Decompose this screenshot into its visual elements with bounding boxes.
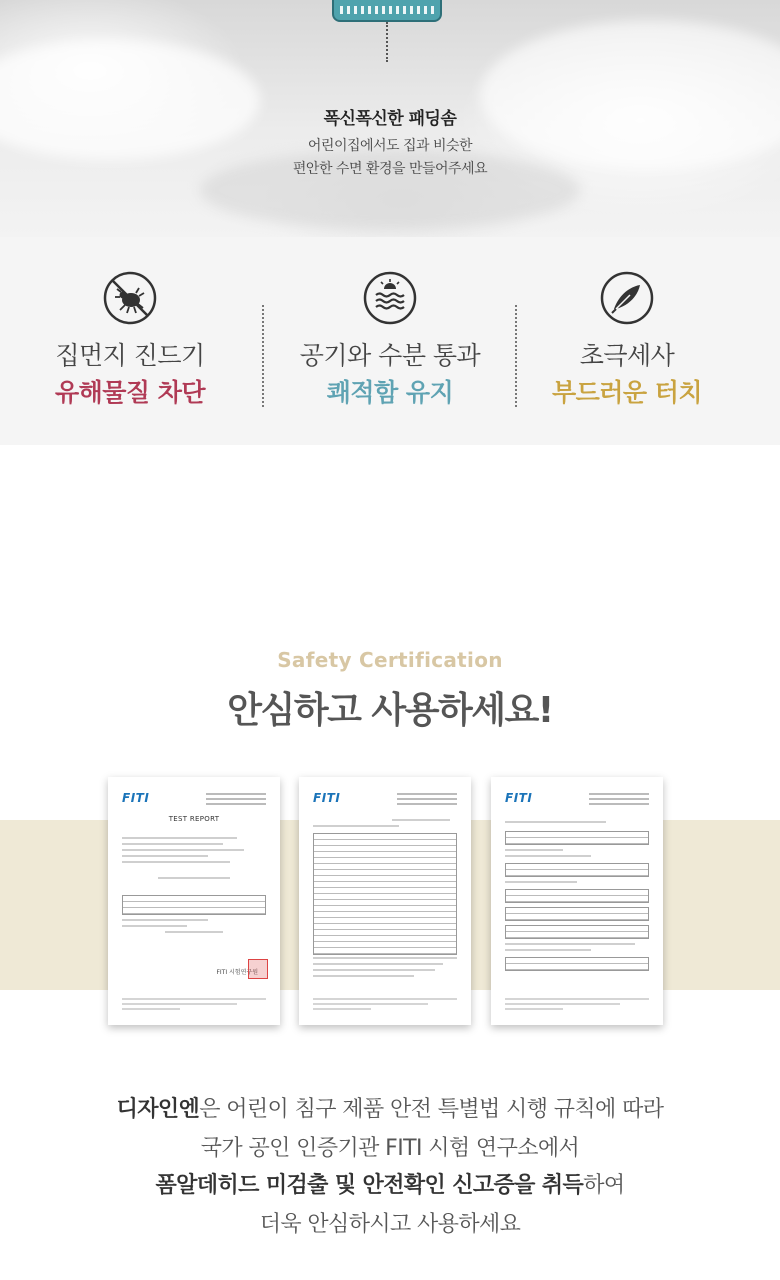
certificate-document-3 — [491, 777, 663, 1025]
air-moisture-icon — [363, 271, 417, 325]
feature-highlight: 유해물질 차단 — [54, 378, 206, 407]
hero-section — [0, 0, 780, 237]
certificate-document-1 — [108, 777, 280, 1025]
feature-title: 초극세사 — [579, 341, 675, 370]
feature-soft-touch — [497, 237, 757, 445]
feature-title: 집먼지 진드기 — [55, 341, 205, 370]
hero-subtitle-line1: 어린이집에서도 집과 비슷한 — [307, 138, 473, 154]
fiti-logo: FITI — [505, 791, 533, 805]
fiti-logo: FITI — [122, 791, 150, 805]
label-tag-image — [332, 0, 442, 22]
closing-text: 하여 — [583, 1173, 625, 1198]
certificate-document-2 — [299, 777, 471, 1025]
tag-thread — [386, 22, 388, 62]
closing-text: 은 어린이 침구 제품 안전 특별법 시행 규칙에 따라 — [199, 1097, 664, 1122]
hero-subtitle-line2: 편안한 수면 환경을 만들어주세요 — [292, 161, 488, 177]
fiti-signature: FITI 시험연구원 — [216, 969, 258, 976]
closing-emphasis: 폼알데히드 미검출 및 안전확인 신고증을 취득 — [155, 1173, 584, 1198]
official-stamp — [248, 959, 268, 979]
hero-title: 폭신폭신한 패딩솜 — [323, 109, 457, 129]
feature-dust-mite — [0, 237, 260, 445]
feature-title: 공기와 수분 통과 — [299, 341, 481, 370]
dust-mite-blocked-icon — [103, 271, 157, 325]
feature-air-moisture — [260, 237, 520, 445]
features-band — [0, 237, 780, 445]
brand-name: 디자인엔 — [116, 1097, 200, 1122]
closing-line-4: 더욱 안심하시고 사용하세요 — [259, 1212, 521, 1237]
closing-line-1 — [0, 1092, 780, 1123]
report-title: TEST REPORT — [168, 815, 220, 823]
feature-highlight: 쾌적함 유지 — [326, 378, 454, 407]
closing-line-2: 국가 공인 인증기관 FITI 시험 연구소에서 — [200, 1136, 580, 1161]
certification-eyebrow: Safety Certification — [277, 648, 503, 672]
certification-heading: 안심하고 사용하세요! — [227, 690, 553, 731]
feature-highlight: 부드러운 터치 — [551, 378, 703, 407]
closing-line-3 — [0, 1168, 780, 1199]
feather-icon — [600, 271, 654, 325]
fiti-logo: FITI — [313, 791, 341, 805]
